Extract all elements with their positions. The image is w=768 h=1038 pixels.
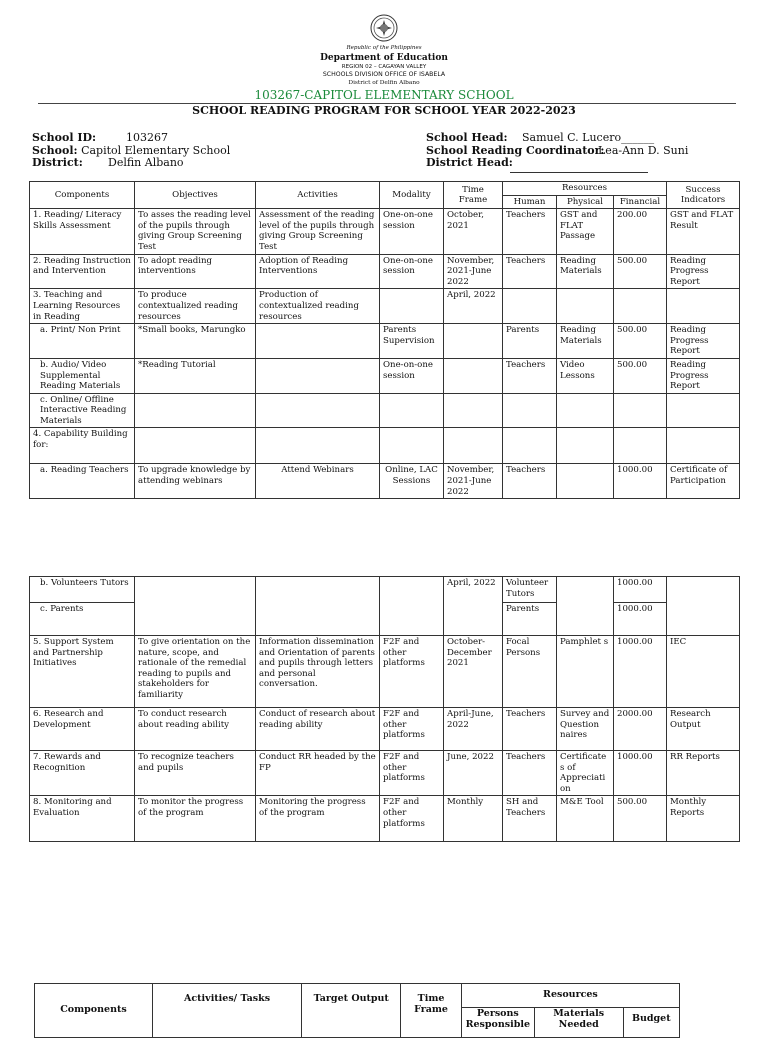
table-cell: GST and FLAT Passage — [557, 209, 614, 254]
table-cell: 8. Monitoring and Evaluation — [30, 796, 135, 842]
head-label: School Head: — [426, 131, 508, 144]
table-cell: Attend Webinars — [256, 464, 380, 499]
table-row — [30, 289, 740, 324]
table-cell: Monthly Reports — [667, 796, 740, 842]
th-human: Human — [503, 195, 557, 209]
th-activities: Activities — [256, 182, 380, 209]
coordinator-value: Lea-Ann D. Suni — [598, 144, 689, 157]
table-cell: SH and Teachers — [503, 796, 557, 842]
table-row — [30, 708, 740, 751]
district-value: Delfin Albano — [108, 156, 184, 169]
table-cell: c. Online/ Offline Interactive Reading Materials — [30, 393, 135, 428]
table-cell — [503, 428, 557, 464]
table-cell: Parents — [503, 603, 557, 636]
table-cell: Monitoring the progress of the program — [256, 796, 380, 842]
table-cell — [557, 289, 614, 324]
district-label: District: — [32, 156, 83, 169]
table-row — [30, 796, 740, 842]
table-cell: One-on-one session — [380, 358, 444, 393]
table-cell: 4. Capability Building for: — [30, 428, 135, 464]
table-cell: April, 2022 — [444, 289, 503, 324]
table-cell — [444, 393, 503, 428]
table-cell: Information dissemination and Orientation of parents and pupils through letters and personal conversation. — [256, 636, 380, 708]
table-cell: 2. Reading Instruction and Intervention — [30, 254, 135, 289]
table-cell: GST and FLAT Result — [667, 209, 740, 254]
table-cell — [135, 428, 256, 464]
deped-seal-icon — [370, 14, 398, 42]
table-cell — [256, 393, 380, 428]
table-cell: Adoption of Reading Interventions — [256, 254, 380, 289]
school-value: Capitol Elementary School — [81, 144, 231, 157]
table-row — [30, 254, 740, 289]
table-cell: c. Parents — [30, 603, 135, 636]
th-success-indicators: Success Indicators — [667, 182, 740, 209]
table-cell: One-on-one session — [380, 209, 444, 254]
table-cell: 6. Research and Development — [30, 708, 135, 751]
table-cell: Volunteer Tutors — [503, 577, 557, 603]
table-cell: Reading Progress Report — [667, 324, 740, 359]
table-cell: November, 2021-June 2022 — [444, 254, 503, 289]
table-cell: To asses the reading level of the pupils through giving Group Screening Test — [135, 209, 256, 254]
table-row — [30, 358, 740, 393]
table-cell — [503, 393, 557, 428]
division-line: SCHOOLS DIVISION OFFICE OF ISABELA — [322, 71, 446, 78]
th-time-frame: Time Frame — [444, 182, 503, 209]
table-cell: Video Lessons — [557, 358, 614, 393]
th-physical: Physical — [557, 195, 614, 209]
program-table-3 — [34, 983, 680, 1038]
table-cell: One-on-one session — [380, 254, 444, 289]
table-cell: M&E Tool — [557, 796, 614, 842]
table-cell: Production of contextualized reading resources — [256, 289, 380, 324]
table-cell — [667, 577, 740, 636]
school-label: School: — [32, 144, 78, 157]
table-cell: RR Reports — [667, 751, 740, 796]
table-cell: April-June, 2022 — [444, 708, 503, 751]
table-cell: October-December 2021 — [444, 636, 503, 708]
district-head-blank — [510, 158, 648, 177]
table-cell — [444, 324, 503, 359]
table-cell: 1. Reading/ Literacy Skills Assessment — [30, 209, 135, 254]
table-cell: Focal Persons — [503, 636, 557, 708]
th-objectives: Objectives — [135, 182, 256, 209]
table-cell: Teachers — [503, 708, 557, 751]
table-cell — [557, 393, 614, 428]
th-modality: Modality — [380, 182, 444, 209]
table-cell: Reading Materials — [557, 324, 614, 359]
table-row — [30, 464, 740, 499]
table-cell: Parents — [503, 324, 557, 359]
table-row — [30, 577, 740, 603]
table-cell — [614, 428, 667, 464]
table-cell — [614, 393, 667, 428]
table-cell: Teachers — [503, 464, 557, 499]
table-cell: November, 2021-June 2022 — [444, 464, 503, 499]
table-cell: 7. Rewards and Recognition — [30, 751, 135, 796]
t3-th-materials: Materials Needed — [534, 1008, 623, 1038]
table-cell — [135, 393, 256, 428]
table-cell: To produce contextualized reading resources — [135, 289, 256, 324]
table-cell — [444, 428, 503, 464]
table-cell: Teachers — [503, 751, 557, 796]
table-cell — [557, 464, 614, 499]
table-cell — [380, 289, 444, 324]
table-cell: F2F and other platforms — [380, 636, 444, 708]
table-cell — [667, 393, 740, 428]
table-cell: Conduct of research about reading ability — [256, 708, 380, 751]
table-cell — [614, 289, 667, 324]
t3-th-components: Components — [35, 984, 153, 1038]
coordinator-label: School Reading Coordinator: — [426, 144, 605, 157]
table-cell: IEC — [667, 636, 740, 708]
program-table-1 — [29, 181, 740, 499]
republic-line: Republic of the Philippines — [346, 45, 422, 51]
table-cell: 1000.00 — [614, 603, 667, 636]
table-cell: Online, LAC Sessions — [380, 464, 444, 499]
table-cell: To monitor the progress of the program — [135, 796, 256, 842]
table-row — [30, 751, 740, 796]
table-cell: October, 2021 — [444, 209, 503, 254]
table-cell: Conduct RR headed by the FP — [256, 751, 380, 796]
table-cell: 5. Support System and Partnership Initiatives — [30, 636, 135, 708]
table-row — [30, 209, 740, 254]
table-cell — [667, 289, 740, 324]
th-resources: Resources — [503, 182, 667, 196]
program-table-2 — [29, 576, 740, 842]
table-cell: F2F and other platforms — [380, 751, 444, 796]
table-cell: 500.00 — [614, 254, 667, 289]
t3-th-budget: Budget — [623, 1008, 679, 1038]
table-cell — [557, 577, 614, 636]
table-cell: To adopt reading interventions — [135, 254, 256, 289]
table-cell — [380, 393, 444, 428]
table-cell: Teachers — [503, 358, 557, 393]
table-cell: 1000.00 — [614, 751, 667, 796]
table-cell — [256, 324, 380, 359]
table-cell: To conduct research about reading ability — [135, 708, 256, 751]
table-cell: 2000.00 — [614, 708, 667, 751]
th-components: Components — [30, 182, 135, 209]
table-cell: June, 2022 — [444, 751, 503, 796]
school-banner: 103267-CAPITOL ELEMENTARY SCHOOL — [254, 88, 514, 102]
table-row — [30, 636, 740, 708]
table-cell — [256, 577, 380, 636]
table-cell: *Small books, Marungko — [135, 324, 256, 359]
table-cell — [667, 428, 740, 464]
table-cell — [444, 358, 503, 393]
table-cell: To recognize teachers and pupils — [135, 751, 256, 796]
t3-th-resources: Resources — [461, 984, 679, 1008]
table-cell: 500.00 — [614, 324, 667, 359]
table-cell: To give orientation on the nature, scope, and rationale of the remedial reading to pupils and stakeholders for familiarity — [135, 636, 256, 708]
table-cell: Reading Progress Report — [667, 254, 740, 289]
t3-th-persons: Persons Responsible — [461, 1008, 534, 1038]
table-cell — [503, 289, 557, 324]
region-line: REGION 02 – CAGAYAN VALLEY — [341, 64, 427, 70]
table-cell: Teachers — [503, 254, 557, 289]
district-head-label: District Head: — [426, 156, 513, 169]
table-cell: 500.00 — [614, 358, 667, 393]
table-cell: a. Reading Teachers — [30, 464, 135, 499]
table-cell: *Reading Tutorial — [135, 358, 256, 393]
table-cell: Certificate s of Appreciati on — [557, 751, 614, 796]
table-row — [30, 324, 740, 359]
table-cell: Teachers — [503, 209, 557, 254]
table-cell: Certificate of Participation — [667, 464, 740, 499]
t3-th-time-frame: Time Frame — [401, 984, 462, 1038]
table-cell: Parents Supervision — [380, 324, 444, 359]
table-cell: b. Volunteers Tutors — [30, 577, 135, 603]
table-row — [30, 393, 740, 428]
table-cell: 1000.00 — [614, 577, 667, 603]
table-cell: April, 2022 — [444, 577, 503, 636]
table-cell: Reading Progress Report — [667, 358, 740, 393]
table-row — [30, 428, 740, 464]
table-cell: 1000.00 — [614, 636, 667, 708]
table-cell — [135, 577, 256, 636]
t3-th-target-output: Target Output — [302, 984, 401, 1038]
table-cell: 500.00 — [614, 796, 667, 842]
t3-th-activities: Activities/ Tasks — [152, 984, 301, 1038]
table-cell — [380, 577, 444, 636]
table-cell: a. Print/ Non Print — [30, 324, 135, 359]
school-id-value: 103267 — [126, 131, 168, 144]
table-cell — [557, 428, 614, 464]
district-line: District of Delfin Albano — [348, 80, 420, 86]
table-cell: Monthly — [444, 796, 503, 842]
table-cell: To upgrade knowledge by attending webinars — [135, 464, 256, 499]
table-cell: Reading Materials — [557, 254, 614, 289]
table-cell: F2F and other platforms — [380, 708, 444, 751]
th-financial: Financial — [614, 195, 667, 209]
school-id-label: School ID: — [32, 131, 97, 144]
table-cell: 1000.00 — [614, 464, 667, 499]
head-value: Samuel C. Lucero______ — [522, 131, 655, 144]
table-cell: 200.00 — [614, 209, 667, 254]
table-cell: Survey and Question naires — [557, 708, 614, 751]
table-cell: 3. Teaching and Learning Resources in Reading — [30, 289, 135, 324]
table-cell — [256, 428, 380, 464]
table-cell: b. Audio/ Video Supplemental Reading Materials — [30, 358, 135, 393]
document-title: SCHOOL READING PROGRAM FOR SCHOOL YEAR 2022-2023 — [192, 104, 576, 117]
table-cell: Research Output — [667, 708, 740, 751]
table-cell — [256, 358, 380, 393]
department-line: Department of Education — [320, 53, 448, 63]
table-cell: F2F and other platforms — [380, 796, 444, 842]
table-cell: Pamphlet s — [557, 636, 614, 708]
table-cell — [380, 428, 444, 464]
table-cell: Assessment of the reading level of the pupils through giving Group Screening Test — [256, 209, 380, 254]
